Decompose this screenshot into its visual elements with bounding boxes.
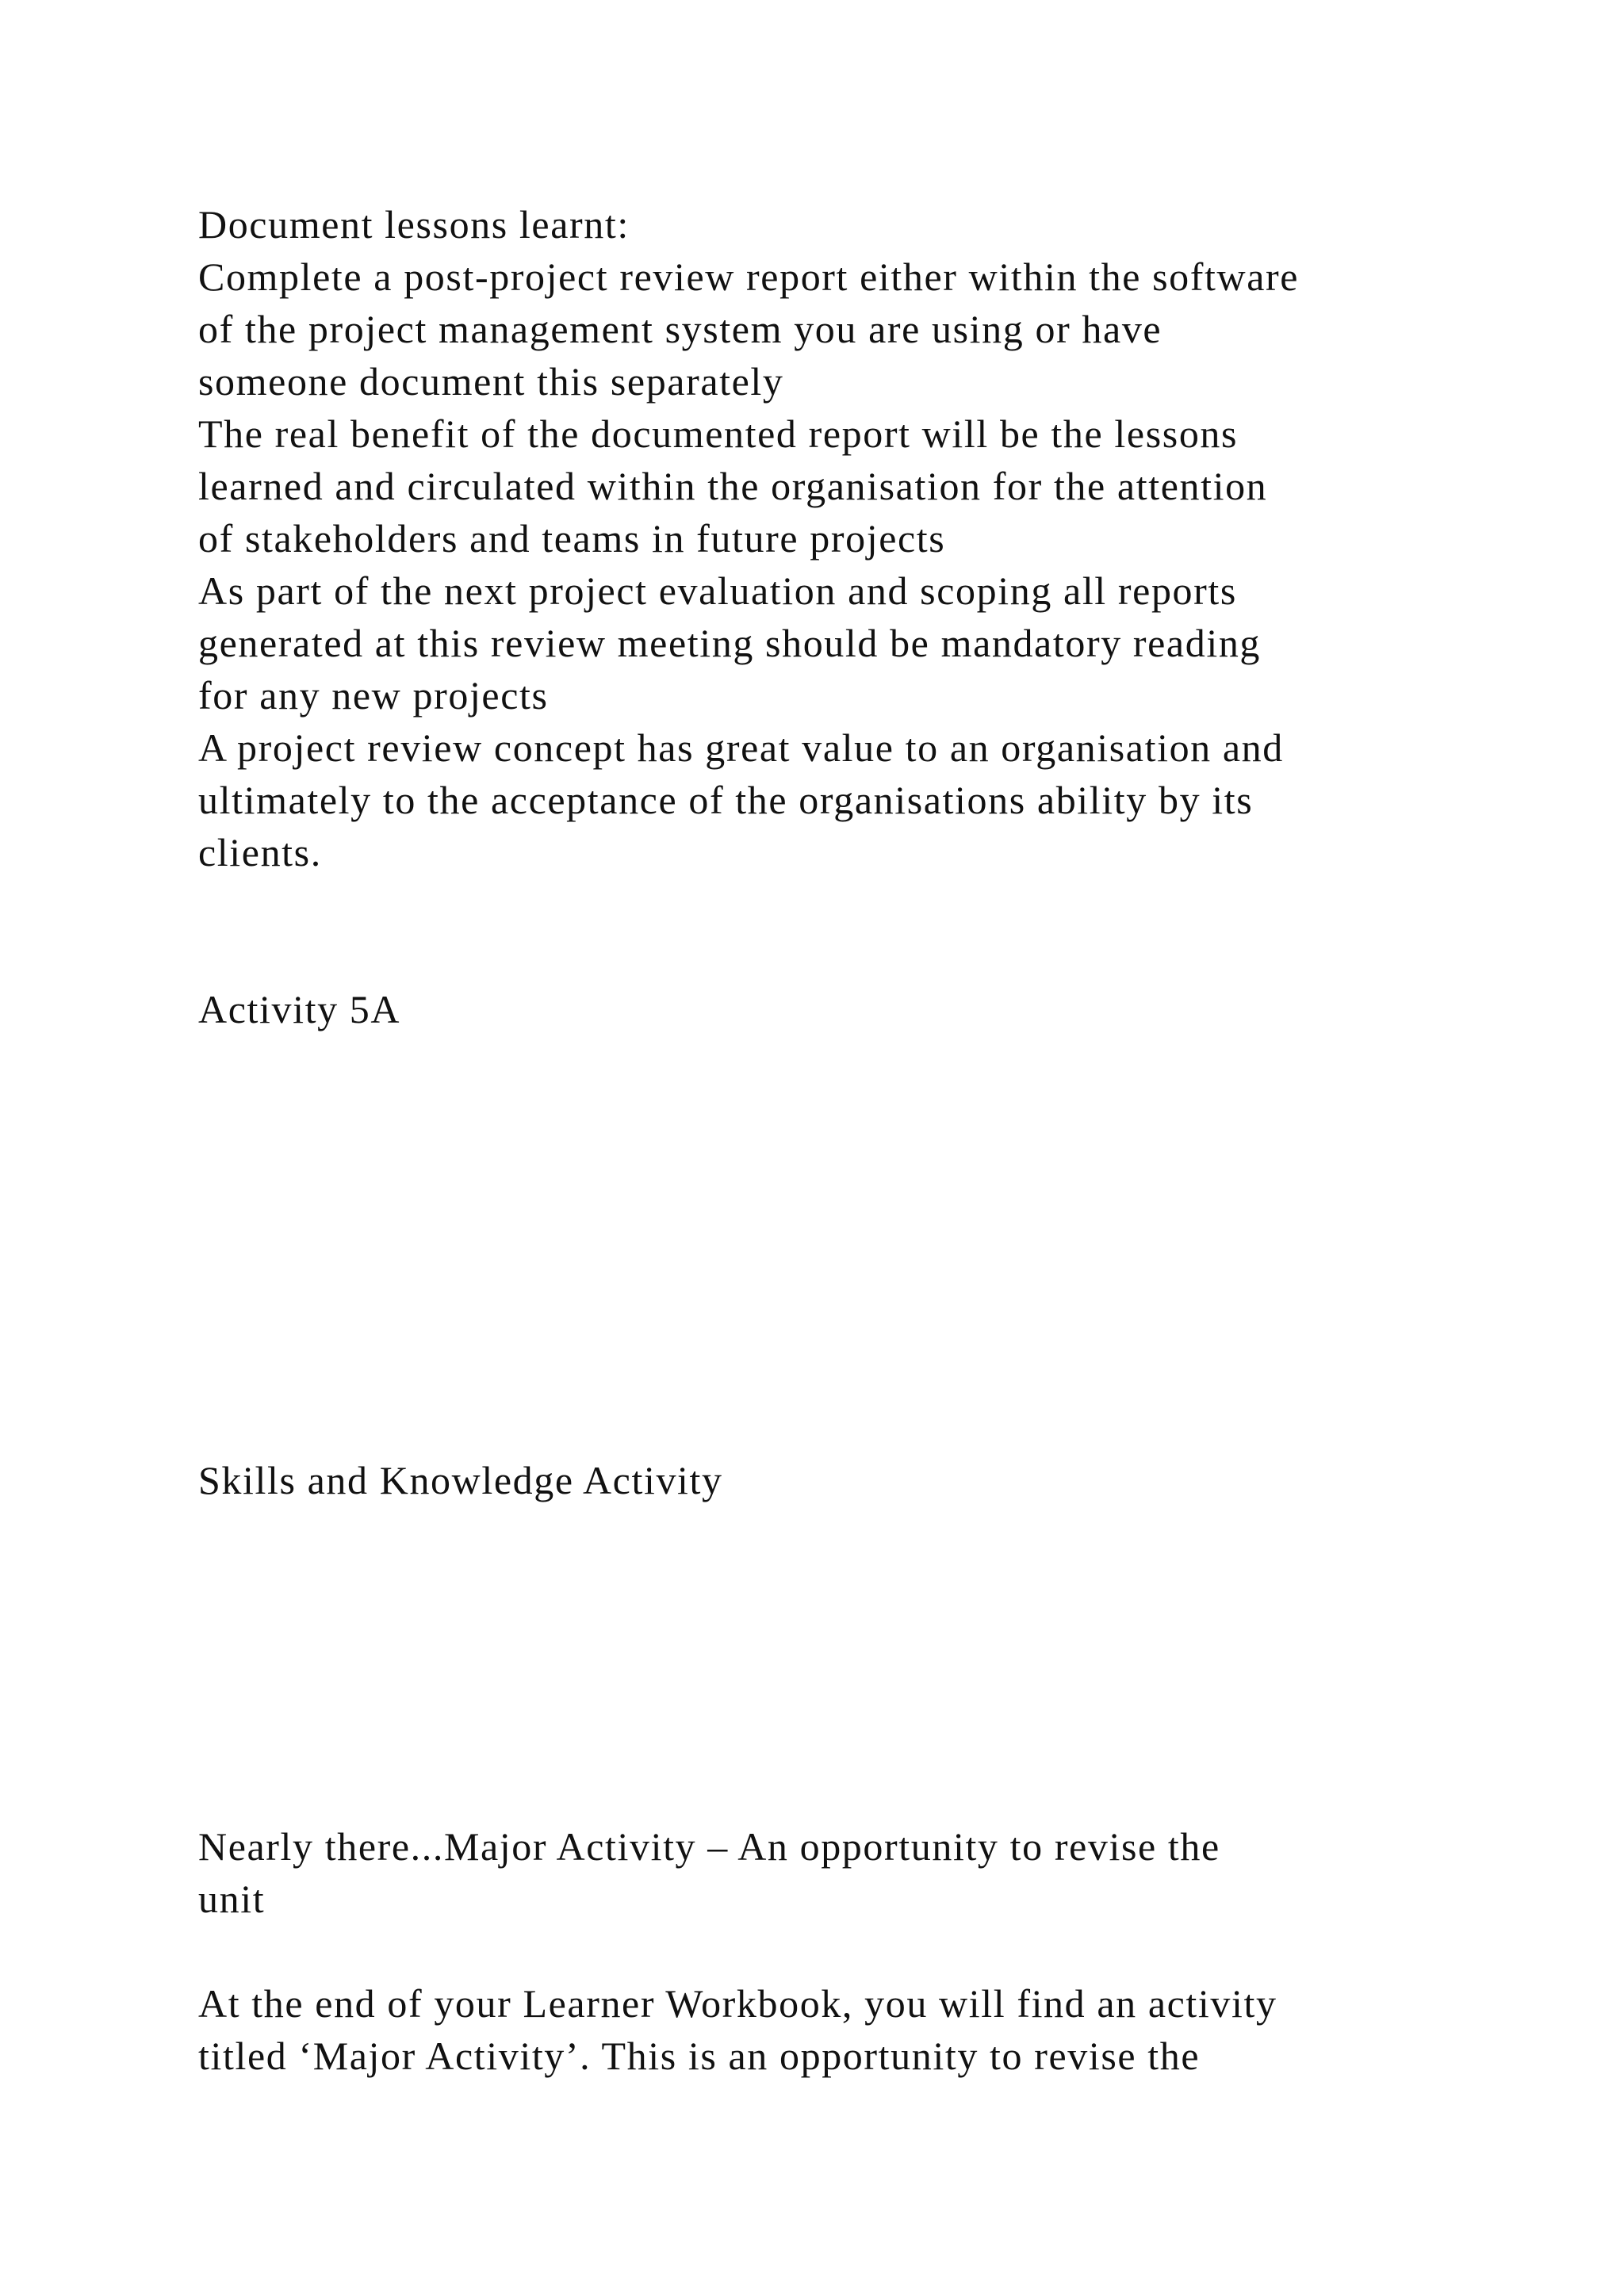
text-line: generated at this review meeting should be mandatory reading bbox=[198, 621, 1262, 665]
heading-activity: Activity 5A bbox=[198, 987, 401, 1031]
text-line: The real benefit of the documented report will be the lessons bbox=[198, 411, 1239, 456]
text-line: of stakeholders and teams in future projects bbox=[198, 516, 946, 561]
text-line: Complete a post-project review report either within the software bbox=[198, 254, 1300, 299]
text-line: clients. bbox=[198, 830, 322, 874]
text-line: ultimately to the acceptance of the organisations ability by its bbox=[198, 778, 1254, 822]
text-line: At the end of your Learner Workbook, you will find an activity bbox=[198, 1981, 1277, 2026]
text-line: titled ‘Major Activity’. This is an opportunity to revise the bbox=[198, 2034, 1201, 2078]
text-line: As part of the next project evaluation and scoping all reports bbox=[198, 568, 1237, 613]
text-line: learned and circulated within the organisation for the attention bbox=[198, 464, 1268, 508]
heading-major-activity: Nearly there...Major Activity – An opportunity to revise the bbox=[198, 1824, 1220, 1869]
text-line: of the project management system you are using or have bbox=[198, 307, 1162, 351]
text-line: A project review concept has great value to an organisation and bbox=[198, 725, 1284, 770]
text-line: someone document this separately bbox=[198, 359, 784, 404]
text-line: for any new projects bbox=[198, 673, 549, 718]
heading-skills-activity: Skills and Knowledge Activity bbox=[198, 1458, 723, 1502]
heading-major-activity-continued: unit bbox=[198, 1877, 266, 1921]
text-line: Document lessons learnt: bbox=[198, 202, 630, 247]
